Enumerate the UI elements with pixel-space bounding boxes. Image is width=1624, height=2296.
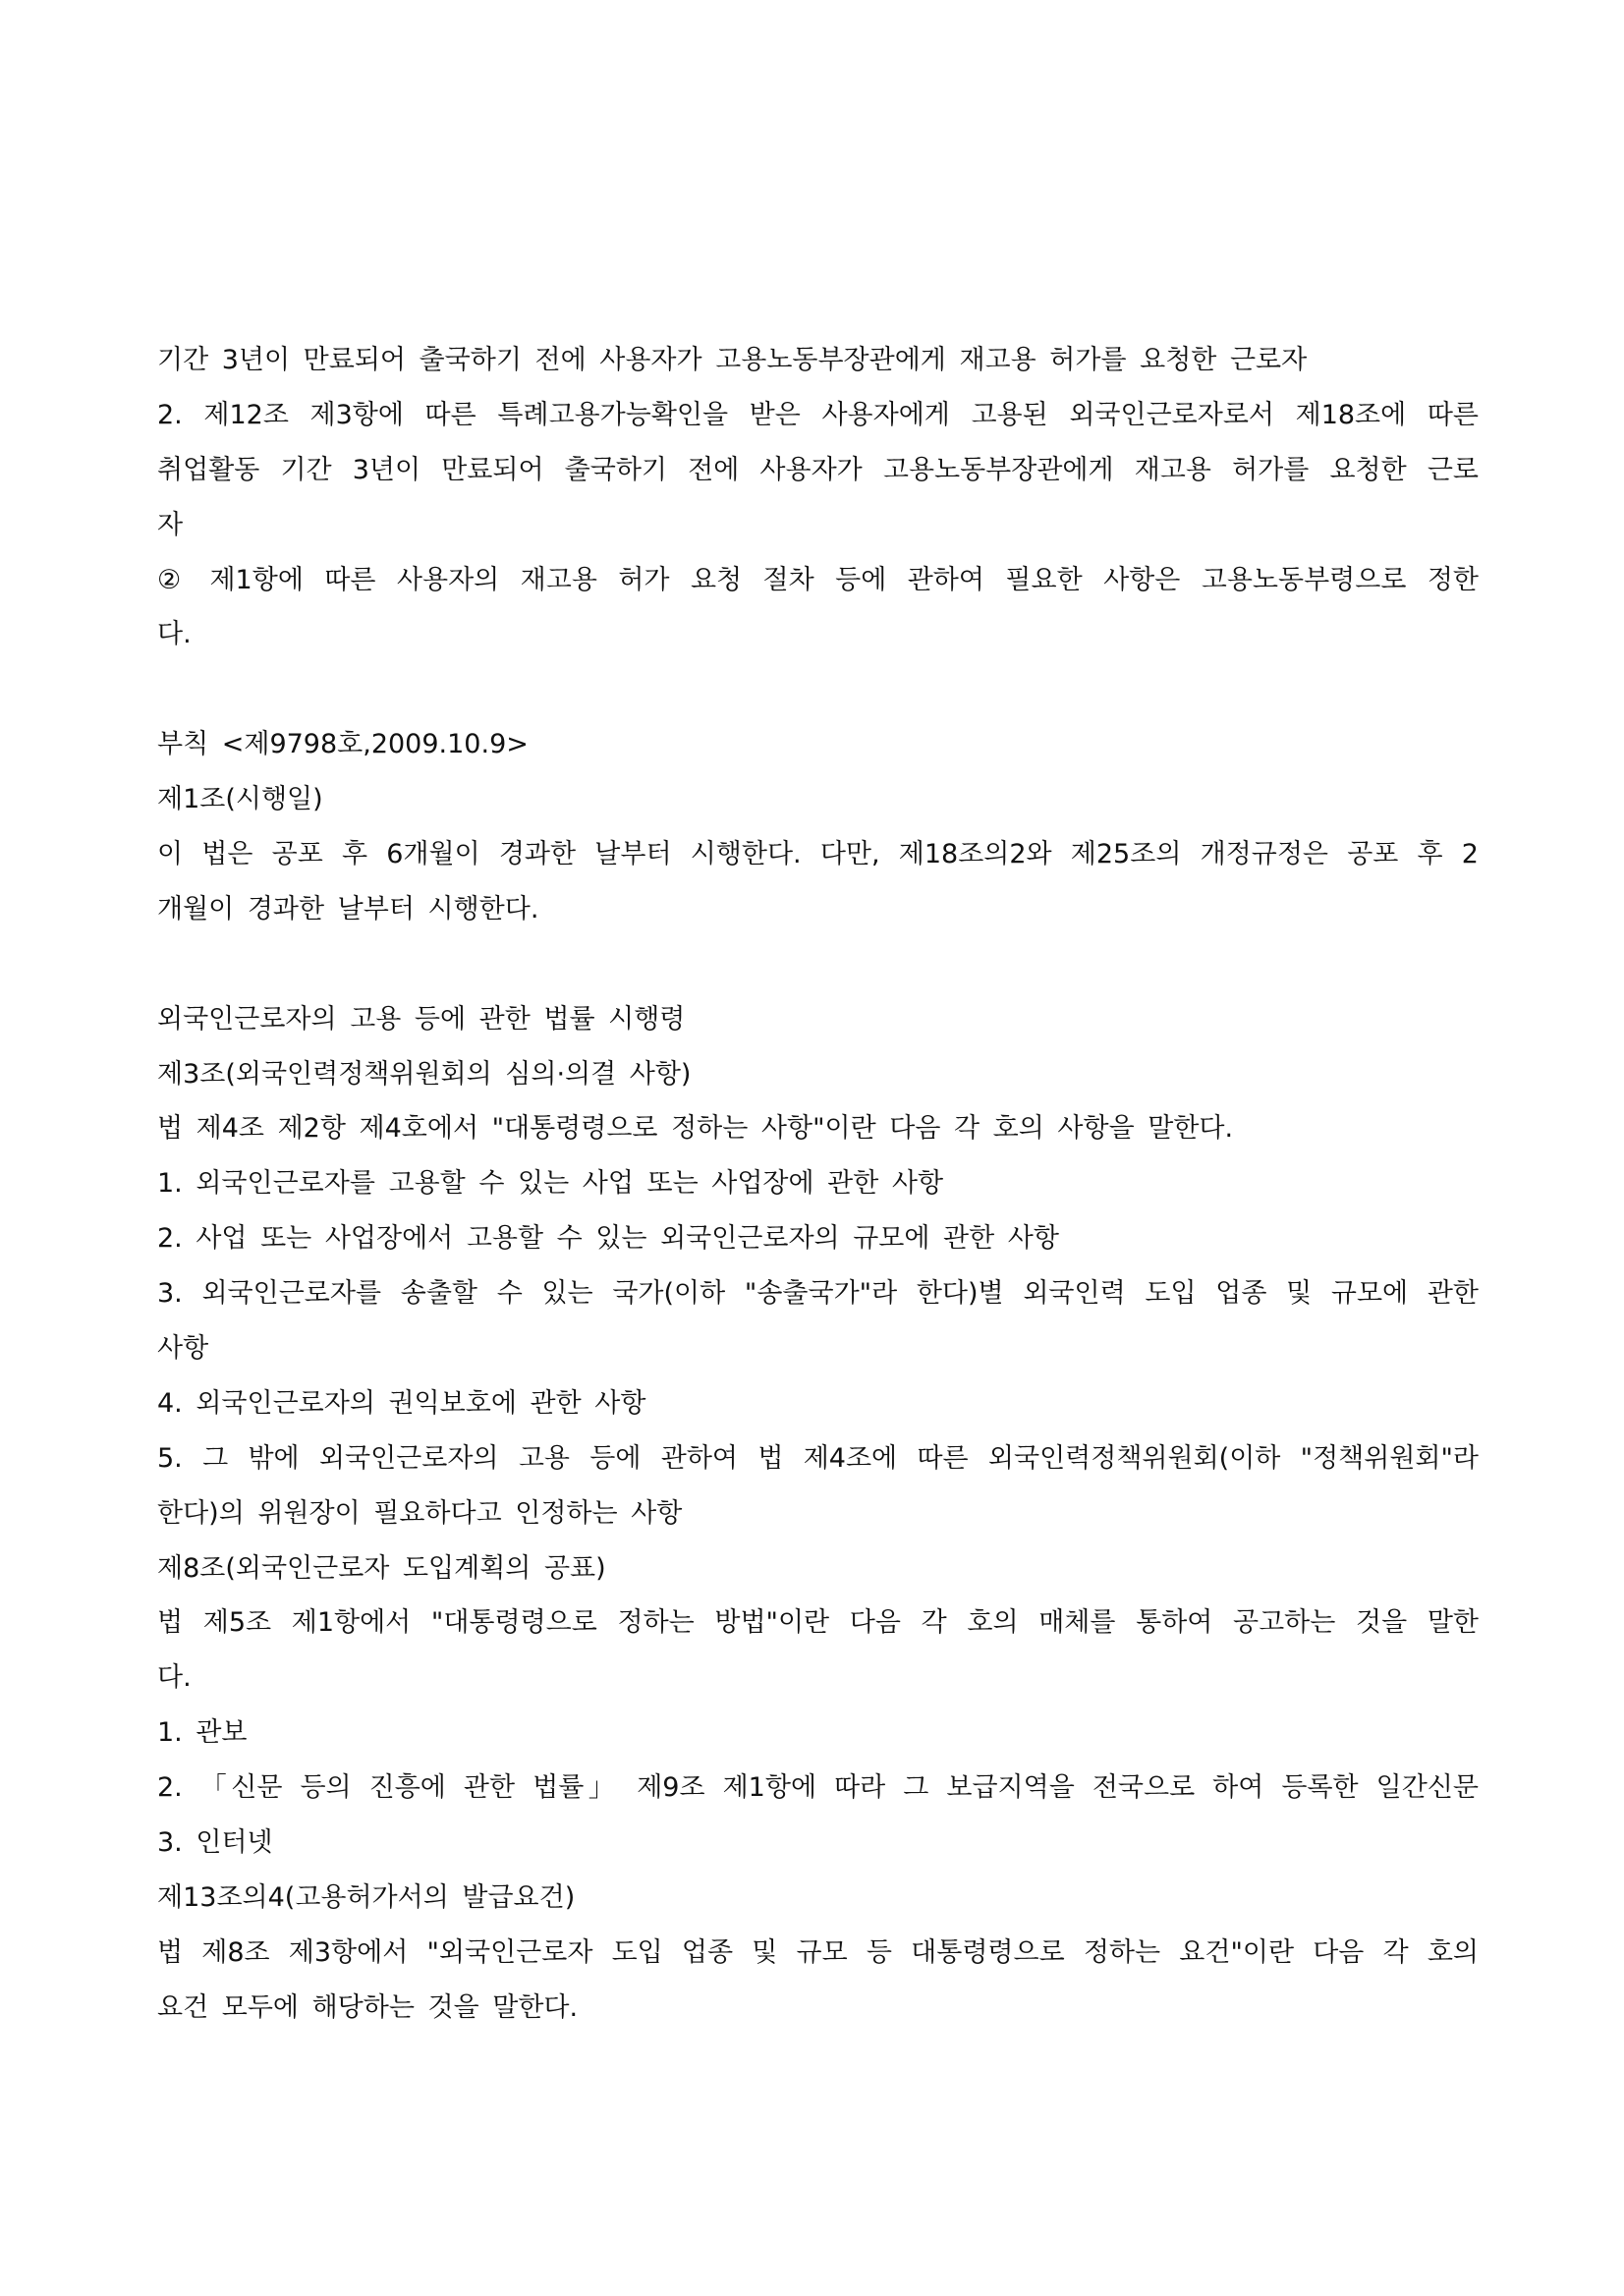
article-title: 제13조의4(고용허가서의 발급요건) bbox=[157, 1881, 576, 1913]
article-intro-line: 법 제8조 제3항에서 "외국인근로자 도입 업종 및 규모 등 대통령령으로 정하는 요건"이란 다음 각 호의 bbox=[157, 1936, 1479, 1968]
article-title: 제1조(시행일) bbox=[157, 784, 323, 815]
article-intro-line: 법 제4조 제2항 제4호에서 "대통령령으로 정하는 사항"이란 다음 각 호의 사항을 말한다. bbox=[157, 1113, 1234, 1145]
blank-line bbox=[157, 662, 1479, 717]
item1-tail-line: 기간 3년이 만료되어 출국하기 전에 사용자가 고용노동부장관에게 재고용 허가를 요청한 근로자 bbox=[157, 345, 1308, 375]
list-item-line: 사항 bbox=[157, 1333, 209, 1365]
list-item-line: 3. 인터넷 bbox=[157, 1827, 273, 1859]
paragraph2-line: 다. bbox=[157, 619, 192, 650]
addenda-heading: 부칙 <제9798호,2009.10.9> bbox=[157, 729, 529, 760]
article-title: 제3조(외국인력정책위원회의 심의·의결 사항) bbox=[157, 1058, 692, 1090]
document-body bbox=[157, 333, 1479, 2036]
blank-line bbox=[157, 937, 1479, 992]
decree-title: 외국인근로자의 고용 등에 관한 법률 시행령 bbox=[157, 1003, 686, 1035]
list-item-line: 한다)의 위원장이 필요하다고 인정하는 사항 bbox=[157, 1497, 683, 1529]
article-body-line: 이 법은 공포 후 6개월이 경과한 날부터 시행한다. 다만, 제18조의2와 제25조의 개정규정은 공포 후 2 bbox=[157, 839, 1479, 870]
item2-line: 2. 제12조 제3항에 따른 특례고용가능확인을 받은 사용자에게 고용된 외국인근로자로서 제18조에 따른 bbox=[157, 399, 1479, 430]
list-item-line: 2. 「신문 등의 진흥에 관한 법률」 제9조 제1항에 따라 그 보급지역을 전국으로 하여 등록한 일간신문 bbox=[157, 1772, 1479, 1804]
article-intro-line: 다. bbox=[157, 1662, 192, 1694]
article-title: 제8조(외국인근로자 도입계획의 공표) bbox=[157, 1552, 606, 1584]
article-body-line: 개월이 경과한 날부터 시행한다. bbox=[157, 893, 539, 924]
item2-line: 자 bbox=[157, 509, 184, 540]
list-item-line: 1. 관보 bbox=[157, 1717, 248, 1749]
paragraph2-line: ② 제1항에 따른 사용자의 재고용 허가 요청 절차 등에 관하여 필요한 사항은 고용노동부령으로 정한 bbox=[157, 564, 1479, 595]
list-item-line: 2. 사업 또는 사업장에서 고용할 수 있는 외국인근로자의 규모에 관한 사항 bbox=[157, 1223, 1059, 1255]
article-intro-line: 요건 모두에 해당하는 것을 말한다. bbox=[157, 1991, 579, 2023]
list-item-line: 1. 외국인근로자를 고용할 수 있는 사업 또는 사업장에 관한 사항 bbox=[157, 1168, 944, 1200]
list-item-line: 4. 외국인근로자의 권익보호에 관한 사항 bbox=[157, 1387, 646, 1419]
item2-line: 취업활동 기간 3년이 만료되어 출국하기 전에 사용자가 고용노동부장관에게 재고용 허가를 요청한 근로 bbox=[157, 454, 1479, 485]
list-item-line: 3. 외국인근로자를 송출할 수 있는 국가(이하 "송출국가"라 한다)별 외국인력 도입 업종 및 규모에 관한 bbox=[157, 1278, 1479, 1310]
list-item-line: 5. 그 밖에 외국인근로자의 고용 등에 관하여 법 제4조에 따른 외국인력정책위원회(이하 "정책위원회"라 bbox=[157, 1442, 1479, 1474]
article-intro-line: 법 제5조 제1항에서 "대통령령으로 정하는 방법"이란 다음 각 호의 매체를 통하여 공고하는 것을 말한 bbox=[157, 1607, 1479, 1639]
